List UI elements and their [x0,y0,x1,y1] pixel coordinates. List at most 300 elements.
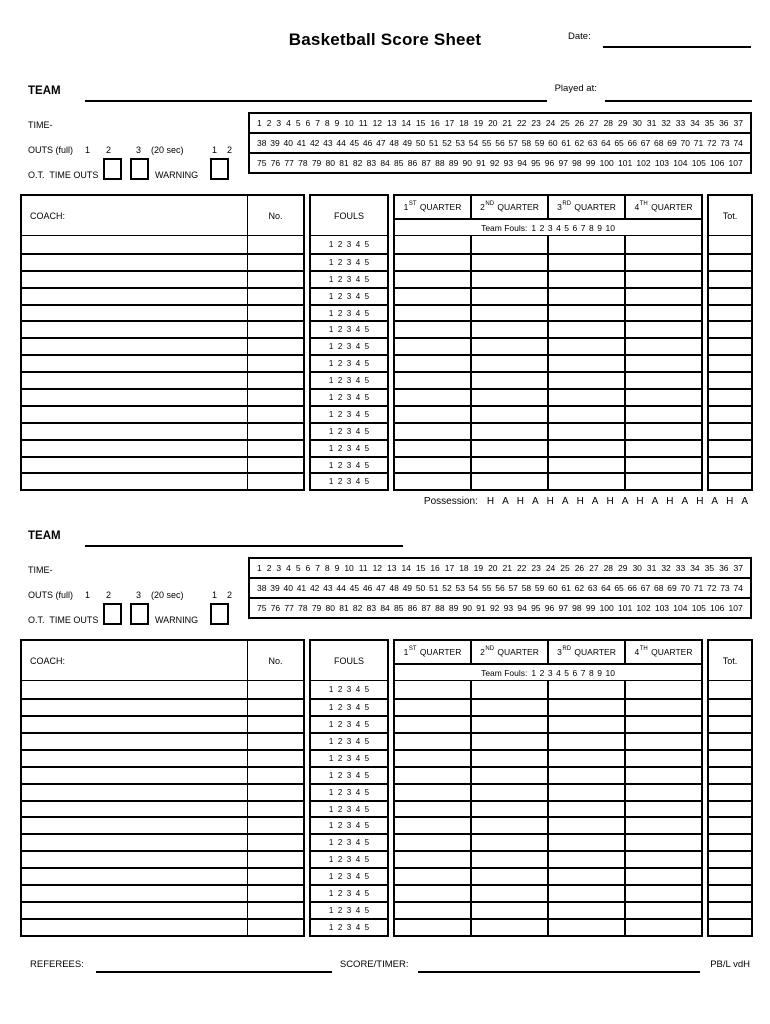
personal-foul-number[interactable]: 3 [346,460,352,470]
time-grid-number[interactable]: 17 [444,118,455,128]
time-grid-number[interactable]: 88 [435,158,445,168]
player-number-cell[interactable] [248,272,303,287]
time-grid-number[interactable]: 76 [270,603,281,614]
personal-foul-number[interactable]: 5 [364,838,370,848]
time-grid-number[interactable]: 69 [667,583,677,594]
personal-foul-number[interactable]: 3 [346,703,352,713]
time-grid-number[interactable]: 103 [654,603,670,614]
personal-foul-number[interactable]: 5 [364,426,370,436]
time-grid-number[interactable]: 36 [719,118,729,128]
personal-foul-number[interactable]: 3 [346,872,352,882]
time-grid-number[interactable]: 95 [531,158,541,168]
personal-foul-number[interactable]: 3 [346,821,352,831]
player-total-cell[interactable] [709,785,751,800]
quarter-score-cell[interactable] [472,322,549,337]
time-grid-number[interactable]: 65 [614,583,624,594]
time-grid-number[interactable]: 35 [704,563,715,574]
quarter-score-cell[interactable] [549,869,626,884]
player-number-cell[interactable] [248,852,303,867]
time-grid-number[interactable]: 21 [502,118,512,128]
player-name-cell[interactable] [22,356,248,371]
personal-foul-number[interactable]: 2 [337,685,343,695]
time-grid-number[interactable]: 34 [690,563,700,574]
quarter-score-cell[interactable] [626,255,701,270]
personal-foul-number[interactable]: 1 [328,703,334,713]
time-grid-number[interactable]: 66 [627,138,638,148]
personal-foul-number[interactable]: 2 [337,325,343,335]
time-grid-number[interactable]: 16 [430,563,440,574]
full-timeout-number-2[interactable]: 2 [106,589,112,600]
player-total-cell[interactable] [709,458,751,473]
personal-foul-number[interactable]: 1 [328,392,334,402]
personal-foul-number[interactable]: 1 [328,905,334,915]
twenty-sec-timeout-number-2[interactable]: 2 [227,589,233,600]
personal-foul-number[interactable]: 3 [346,905,352,915]
player-number-cell[interactable] [248,768,303,783]
personal-foul-number[interactable]: 4 [355,443,361,453]
quarter-score-cell[interactable] [549,407,626,422]
quarter-score-cell[interactable] [549,681,626,698]
quarter-score-cell[interactable] [626,441,701,456]
time-grid-number[interactable]: 51 [429,583,439,594]
twenty-sec-timeout-number-2[interactable]: 2 [227,144,233,155]
personal-foul-number[interactable]: 5 [364,855,370,865]
time-grid-number[interactable]: 89 [448,158,459,168]
quarter-score-cell[interactable] [395,255,472,270]
player-number-cell[interactable] [248,681,303,698]
time-grid-number[interactable]: 92 [489,158,500,168]
personal-foul-number[interactable]: 1 [328,409,334,419]
player-number-cell[interactable] [248,458,303,473]
player-total-cell[interactable] [709,886,751,901]
personal-foul-number[interactable]: 2 [337,821,343,831]
personal-foul-number[interactable]: 2 [337,905,343,915]
time-grid-number[interactable]: 11 [358,118,368,128]
time-grid-number[interactable]: 71 [693,583,704,594]
quarter-score-cell[interactable] [395,289,472,304]
player-number-cell[interactable] [248,818,303,833]
team-foul-number[interactable]: 9 [597,222,602,233]
personal-foul-number[interactable]: 1 [328,770,334,780]
time-grid-number[interactable]: 98 [572,158,582,168]
personal-foul-number[interactable]: 4 [355,753,361,763]
personal-foul-number[interactable]: 3 [346,888,352,898]
date-input-line[interactable] [603,30,751,48]
time-grid-number[interactable]: 91 [476,158,486,168]
player-number-cell[interactable] [248,869,303,884]
time-grid-number[interactable]: 85 [394,158,404,168]
quarter-score-cell[interactable] [549,903,626,918]
player-name-cell[interactable] [22,407,248,422]
quarter-score-cell[interactable] [549,818,626,833]
quarter-score-cell[interactable] [549,236,626,253]
personal-foul-number[interactable]: 1 [328,821,334,831]
possession-letter[interactable]: H [636,495,644,507]
quarter-score-cell[interactable] [626,751,701,766]
time-grid-number[interactable]: 32 [661,563,671,574]
player-total-cell[interactable] [709,920,751,935]
time-grid-number[interactable]: 88 [435,603,445,614]
player-total-cell[interactable] [709,768,751,783]
personal-foul-number[interactable]: 2 [337,460,343,470]
player-total-cell[interactable] [709,322,751,337]
time-grid-number[interactable]: 2 [266,118,272,128]
quarter-score-cell[interactable] [472,458,549,473]
personal-foul-number[interactable]: 3 [346,922,352,932]
quarter-score-cell[interactable] [472,272,549,287]
personal-foul-number[interactable]: 5 [364,325,370,335]
quarter-score-cell[interactable] [395,322,472,337]
time-grid-number[interactable]: 31 [646,118,657,128]
personal-foul-number[interactable]: 5 [364,443,370,453]
time-grid-number[interactable]: 9 [334,563,340,574]
time-grid-number[interactable]: 12 [372,563,383,574]
player-total-cell[interactable] [709,734,751,749]
time-grid-number[interactable]: 51 [429,138,439,148]
player-name-cell[interactable] [22,441,248,456]
player-name-cell[interactable] [22,835,248,850]
personal-foul-number[interactable]: 2 [337,770,343,780]
time-grid-number[interactable]: 94 [517,603,527,614]
personal-foul-number[interactable]: 3 [346,855,352,865]
quarter-score-cell[interactable] [549,289,626,304]
quarter-score-cell[interactable] [626,869,701,884]
quarter-score-cell[interactable] [472,751,549,766]
full-timeout-number-3[interactable]: 3 [136,144,142,155]
time-grid-number[interactable]: 42 [309,138,320,148]
time-grid-number[interactable]: 14 [401,563,411,574]
time-grid-number[interactable]: 93 [503,158,514,168]
time-grid-number[interactable]: 101 [618,158,633,168]
time-grid-number[interactable]: 14 [401,118,411,128]
time-grid-number[interactable]: 45 [349,138,360,148]
team-foul-number[interactable]: 3 [547,222,553,233]
time-grid-number[interactable]: 8 [324,118,330,128]
quarter-score-cell[interactable] [395,903,472,918]
personal-foul-number[interactable]: 2 [337,787,343,797]
time-grid-number[interactable]: 74 [733,583,743,594]
time-grid-number[interactable]: 70 [680,583,690,594]
twenty-sec-timeout-number-1[interactable]: 1 [212,589,218,600]
possession-letter[interactable]: A [591,495,599,507]
time-grid-number[interactable]: 30 [632,563,642,574]
player-name-cell[interactable] [22,700,248,715]
quarter-score-cell[interactable] [549,373,626,388]
personal-foul-number[interactable]: 2 [337,443,343,453]
time-grid-number[interactable]: 47 [376,583,386,594]
quarter-score-cell[interactable] [626,306,701,321]
quarter-score-cell[interactable] [626,903,701,918]
quarter-score-cell[interactable] [549,734,626,749]
time-grid-number[interactable]: 13 [387,118,397,128]
quarter-score-cell[interactable] [549,700,626,715]
time-grid-number[interactable]: 5 [295,118,301,128]
player-name-cell[interactable] [22,424,248,439]
time-grid-number[interactable]: 76 [270,158,281,168]
time-grid-number[interactable]: 10 [344,563,354,574]
personal-foul-number[interactable]: 3 [346,239,352,249]
quarter-score-cell[interactable] [472,441,549,456]
personal-foul-number[interactable]: 3 [346,443,352,453]
time-grid-number[interactable]: 24 [545,118,556,128]
player-total-cell[interactable] [709,869,751,884]
personal-foul-number[interactable]: 1 [328,477,334,487]
quarter-score-cell[interactable] [626,458,701,473]
time-grid-number[interactable]: 54 [468,138,479,148]
time-grid-number[interactable]: 35 [704,118,715,128]
personal-foul-number[interactable]: 1 [328,308,334,318]
personal-foul-number[interactable]: 5 [364,291,370,301]
time-grid-number[interactable]: 49 [402,138,413,148]
personal-foul-number[interactable]: 4 [355,392,361,402]
time-grid-number[interactable]: 43 [323,583,333,594]
player-number-cell[interactable] [248,441,303,456]
quarter-score-cell[interactable] [395,272,472,287]
player-total-cell[interactable] [709,356,751,371]
personal-foul-number[interactable]: 1 [328,804,334,814]
quarter-score-cell[interactable] [626,818,701,833]
time-grid-number[interactable]: 58 [521,138,532,148]
personal-foul-number[interactable]: 5 [364,905,370,915]
quarter-score-cell[interactable] [626,700,701,715]
time-grid-number[interactable]: 44 [336,583,346,594]
time-grid-number[interactable]: 103 [654,158,670,168]
personal-foul-number[interactable]: 1 [328,291,334,301]
personal-foul-number[interactable]: 2 [337,477,343,487]
player-total-cell[interactable] [709,441,751,456]
player-total-cell[interactable] [709,236,751,253]
coach-name-cell[interactable] [22,641,248,680]
time-grid-number[interactable]: 82 [352,603,363,614]
player-name-cell[interactable] [22,681,248,698]
personal-foul-number[interactable]: 1 [328,753,334,763]
time-grid-number[interactable]: 65 [614,138,624,148]
time-grid-number[interactable]: 72 [706,138,717,148]
personal-foul-number[interactable]: 4 [355,257,361,267]
quarter-score-cell[interactable] [472,903,549,918]
time-grid-number[interactable]: 20 [488,118,498,128]
time-grid-number[interactable]: 56 [495,138,505,148]
player-name-cell[interactable] [22,869,248,884]
quarter-score-cell[interactable] [395,474,472,489]
time-grid-number[interactable]: 62 [574,583,585,594]
player-number-cell[interactable] [248,339,303,354]
player-number-cell[interactable] [248,407,303,422]
time-grid-number[interactable]: 84 [380,158,390,168]
player-number-cell[interactable] [248,373,303,388]
personal-foul-number[interactable]: 5 [364,257,370,267]
quarter-score-cell[interactable] [626,852,701,867]
personal-foul-number[interactable]: 5 [364,460,370,470]
team-foul-number[interactable]: 1 [531,667,537,678]
personal-foul-number[interactable]: 1 [328,376,334,386]
personal-foul-number[interactable]: 5 [364,770,370,780]
player-name-cell[interactable] [22,903,248,918]
personal-foul-number[interactable]: 1 [328,787,334,797]
quarter-score-cell[interactable] [626,681,701,698]
time-grid-number[interactable]: 75 [257,158,267,168]
time-grid-number[interactable]: 64 [601,583,611,594]
time-grid-number[interactable]: 77 [284,158,294,168]
quarter-score-cell[interactable] [626,236,701,253]
possession-letter[interactable]: H [666,495,674,507]
quarter-score-cell[interactable] [472,390,549,405]
personal-foul-number[interactable]: 1 [328,325,334,335]
possession-letter[interactable]: H [576,495,584,507]
quarter-score-cell[interactable] [395,441,472,456]
quarter-score-cell[interactable] [395,356,472,371]
personal-foul-number[interactable]: 4 [355,720,361,730]
time-grid-number[interactable]: 11 [358,563,368,574]
personal-foul-number[interactable]: 3 [346,325,352,335]
quarter-score-cell[interactable] [472,356,549,371]
personal-foul-number[interactable]: 2 [337,359,343,369]
personal-foul-number[interactable]: 3 [346,376,352,386]
personal-foul-number[interactable]: 2 [337,753,343,763]
quarter-score-cell[interactable] [472,768,549,783]
quarter-score-cell[interactable] [549,768,626,783]
player-number-cell[interactable] [248,289,303,304]
quarter-score-cell[interactable] [472,835,549,850]
time-grid-number[interactable]: 10 [344,118,354,128]
personal-foul-number[interactable]: 4 [355,426,361,436]
personal-foul-number[interactable]: 2 [337,342,343,352]
time-grid-number[interactable]: 2 [266,563,272,574]
time-grid-number[interactable]: 63 [587,138,598,148]
time-grid-number[interactable]: 22 [516,118,527,128]
player-number-cell[interactable] [248,835,303,850]
time-grid-number[interactable]: 90 [462,603,473,614]
player-name-cell[interactable] [22,373,248,388]
player-number-cell[interactable] [248,785,303,800]
played-at-input-line[interactable] [605,84,752,102]
time-grid-number[interactable]: 58 [521,583,532,594]
personal-foul-number[interactable]: 4 [355,376,361,386]
player-name-cell[interactable] [22,272,248,287]
player-total-cell[interactable] [709,474,751,489]
personal-foul-number[interactable]: 3 [346,685,352,695]
time-grid-number[interactable]: 3 [276,118,282,128]
team-foul-number[interactable]: 1 [531,222,537,233]
time-grid-number[interactable]: 104 [673,158,688,168]
personal-foul-number[interactable]: 2 [337,392,343,402]
time-grid-number[interactable]: 19 [473,563,484,574]
time-grid-number[interactable]: 28 [603,118,614,128]
time-grid-number[interactable]: 53 [455,138,465,148]
quarter-score-cell[interactable] [626,785,701,800]
time-grid-number[interactable]: 59 [534,138,545,148]
quarter-score-cell[interactable] [626,768,701,783]
personal-foul-number[interactable]: 1 [328,685,334,695]
time-grid-number[interactable]: 107 [728,603,743,614]
personal-foul-number[interactable]: 3 [346,787,352,797]
player-total-cell[interactable] [709,390,751,405]
time-grid-number[interactable]: 7 [315,563,320,574]
personal-foul-number[interactable]: 2 [337,291,343,301]
quarter-score-cell[interactable] [626,886,701,901]
time-grid-number[interactable]: 39 [270,583,280,594]
personal-foul-number[interactable]: 3 [346,477,352,487]
player-number-cell[interactable] [248,306,303,321]
quarter-score-cell[interactable] [395,458,472,473]
time-grid-number[interactable]: 83 [366,158,377,168]
personal-foul-number[interactable]: 3 [346,426,352,436]
time-grid-number[interactable]: 81 [339,603,349,614]
time-grid-number[interactable]: 80 [325,158,335,168]
time-grid-number[interactable]: 6 [305,118,311,128]
personal-foul-number[interactable]: 5 [364,477,370,487]
ot-timeout-box-1[interactable] [103,603,122,625]
personal-foul-number[interactable]: 1 [328,872,334,882]
player-name-cell[interactable] [22,802,248,817]
personal-foul-number[interactable]: 4 [355,821,361,831]
time-grid-number[interactable]: 52 [442,138,452,148]
time-grid-number[interactable]: 87 [421,158,431,168]
time-grid-number[interactable]: 22 [516,563,527,574]
quarter-score-cell[interactable] [472,289,549,304]
time-grid-number[interactable]: 85 [394,603,404,614]
player-total-cell[interactable] [709,852,751,867]
personal-foul-number[interactable]: 4 [355,359,361,369]
player-number-cell[interactable] [248,424,303,439]
time-grid-number[interactable]: 102 [636,603,651,614]
possession-letter[interactable]: H [486,495,495,507]
quarter-score-cell[interactable] [626,424,701,439]
player-number-cell[interactable] [248,886,303,901]
team-foul-number[interactable]: 8 [589,667,594,678]
warning-box[interactable] [210,603,229,625]
quarter-score-cell[interactable] [549,717,626,732]
quarter-score-cell[interactable] [395,920,472,935]
ot-timeout-box-1[interactable] [103,158,122,180]
quarter-score-cell[interactable] [395,869,472,884]
time-grid-number[interactable]: 68 [654,583,664,594]
player-name-cell[interactable] [22,339,248,354]
time-grid-number[interactable]: 78 [298,603,308,614]
ot-timeout-box-2[interactable] [130,158,149,180]
time-grid-number[interactable]: 63 [587,583,598,594]
time-grid-number[interactable]: 86 [407,603,418,614]
time-grid-number[interactable]: 73 [720,583,730,594]
personal-foul-number[interactable]: 3 [346,291,352,301]
personal-foul-number[interactable]: 5 [364,274,370,284]
possession-letter[interactable]: A [681,495,689,507]
quarter-score-cell[interactable] [626,920,701,935]
player-total-cell[interactable] [709,272,751,287]
team-foul-number[interactable]: 6 [572,667,578,678]
time-grid-number[interactable]: 43 [323,138,333,148]
player-name-cell[interactable] [22,289,248,304]
time-grid-number[interactable]: 96 [544,158,555,168]
time-grid-number[interactable]: 20 [488,563,498,574]
player-total-cell[interactable] [709,903,751,918]
personal-foul-number[interactable]: 4 [355,239,361,249]
time-grid-number[interactable]: 38 [257,138,267,148]
time-grid-number[interactable]: 3 [276,563,282,574]
player-name-cell[interactable] [22,768,248,783]
personal-foul-number[interactable]: 1 [328,239,334,249]
time-grid-number[interactable]: 91 [476,603,486,614]
time-grid-number[interactable]: 1 [257,118,262,128]
team-foul-number[interactable]: 4 [556,222,561,233]
personal-foul-number[interactable]: 4 [355,888,361,898]
player-total-cell[interactable] [709,424,751,439]
time-grid-number[interactable]: 99 [585,603,596,614]
quarter-score-cell[interactable] [626,356,701,371]
time-grid-number[interactable]: 38 [257,583,267,594]
personal-foul-number[interactable]: 2 [337,736,343,746]
personal-foul-number[interactable]: 2 [337,855,343,865]
